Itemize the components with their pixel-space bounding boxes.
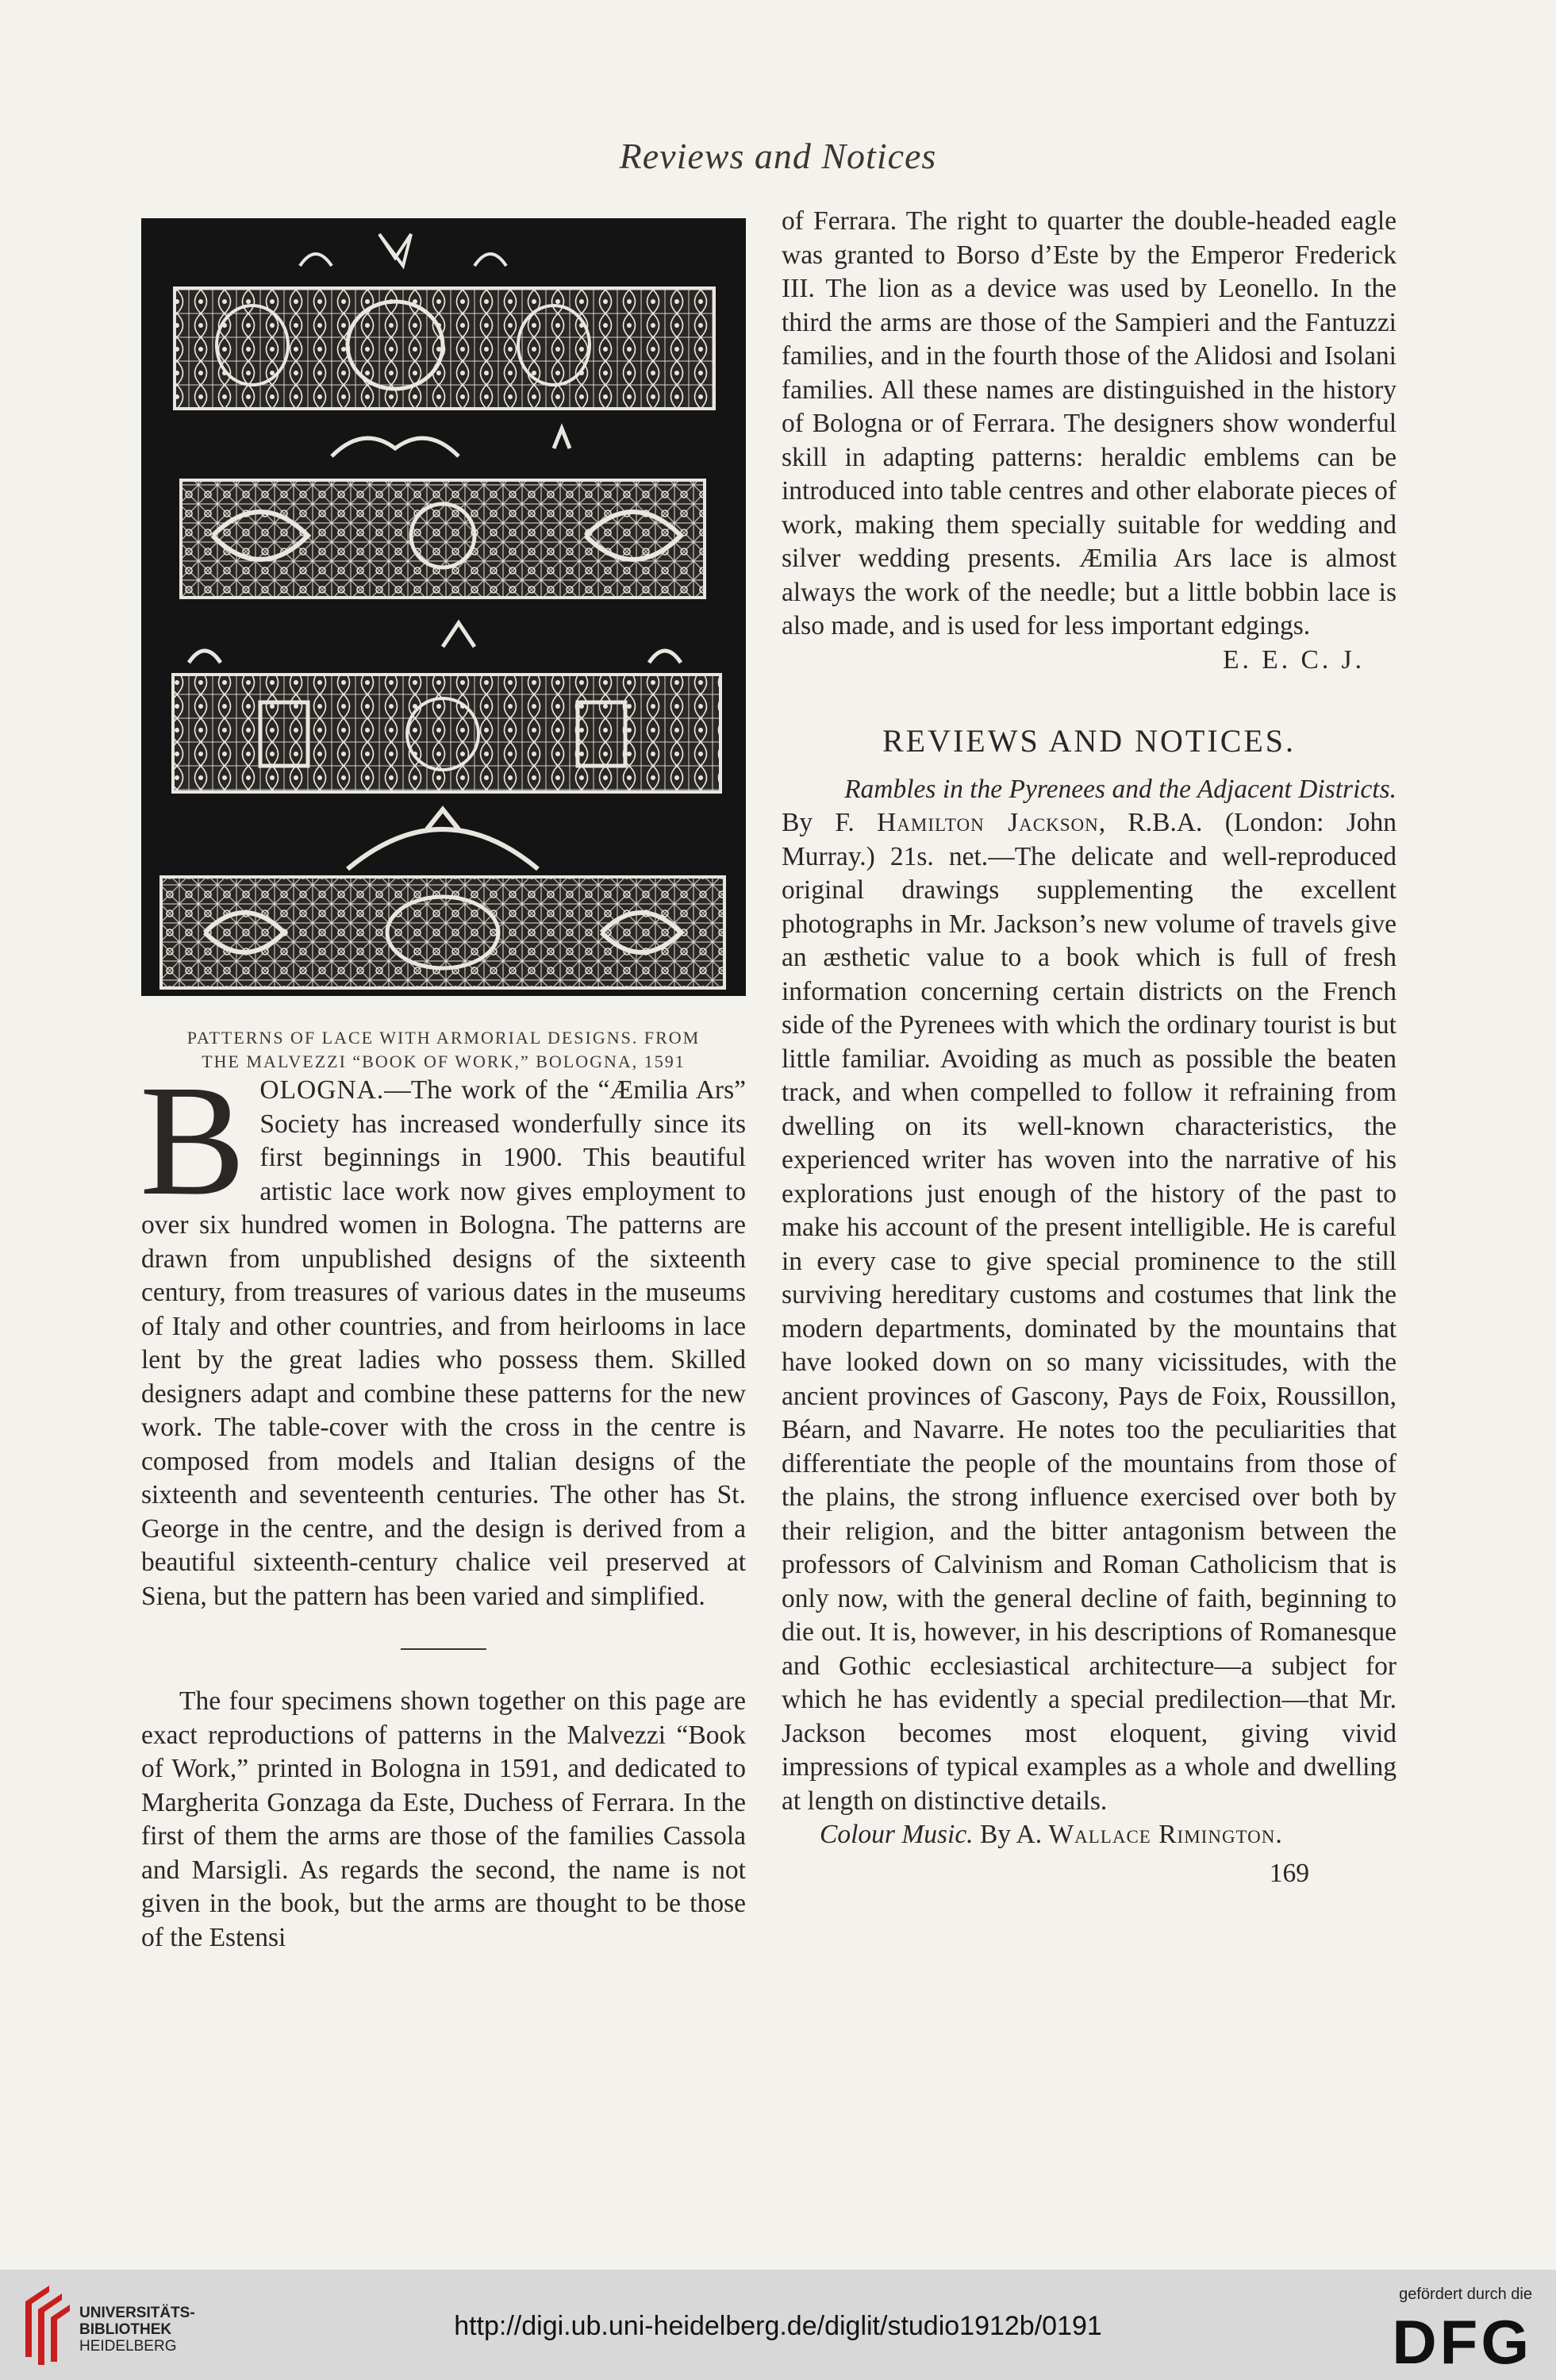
review-title-pyrenees: Rambles in the Pyrenees and the Adjacent Districts. bbox=[844, 774, 1397, 804]
figure-caption bbox=[141, 1026, 746, 1074]
bologna-text: —The work of the “Æmilia Ars” Society has increased wonderfully since its first beginnings in 1900. This beautiful artistic lace work now gives employment to over six hundred women in Bologna. The patterns are drawn from unpublished designs of the sixteenth century, from treasures of various dates in the museums of Italy and other countries, and from heirlooms in lace lent by the great ladies who possess them. Skilled designers adapt and combine these patterns for the new work. The table-cover with the cross in the centre is composed from models and Italian designs of the sixteenth and seventeenth centuries. The other has St. George in the centre, and the design is derived from a beautiful sixteenth-century chalice veil preserved at Siena, but the pattern has been varied and simplified. bbox=[141, 1075, 746, 1611]
review-title-colour-music: Colour Music. bbox=[820, 1820, 974, 1849]
review-colour-music bbox=[782, 1818, 1397, 1852]
review-by: By F. bbox=[782, 808, 855, 837]
lace-band-1 bbox=[175, 234, 714, 409]
review-publisher: , R.B.A. (London: John Murray.) bbox=[782, 808, 1397, 871]
review-author: Hamilton Jackson bbox=[877, 808, 1099, 837]
source-url-link[interactable]: http://digi.ub.uni-heidelberg.de/diglit/studio1912b/0191 bbox=[454, 2311, 1102, 2341]
continued-paragraph: of Ferrara. The right to quarter the double-headed eagle was granted to Borso d’Este by the Emperor Frederick III. The lion as a device was used by Leonello. In the third the arms are those of the Sampieri and the Fantuzzi families, and in the fourth those of the Alidosi and Isolani families. All these names are distinguished in the history of Bologna or of Ferrara. The designers show wonderful skill in adapting patterns: heraldic emblems can be introduced into table centres and other elaborate pieces of work, making them specially suitable for wedding and silver wedding presents. Æmilia Ars lace is almost always the work of the needle; but a little bobbin lace is also made, and is used for less important edgings. bbox=[782, 206, 1397, 640]
specimens-paragraph: The four specimens shown together on this page are exact reproductions of patterns in the Malvezzi “Book of Work,” printed in Bologna in 1591, and dedicated to Margherita Gonzaga da Este, Duchess of Ferrara. In the first of them the arms are those of the families Cassola and Marsigli. As regards the second, the name is not given in the book, but the arms are thought to be those of the Estensi bbox=[141, 1686, 746, 1952]
funded-by-note: gefördert durch die bbox=[1399, 2286, 1532, 2303]
library-line-2: BIBLIOTHEK bbox=[79, 2321, 172, 2338]
left-column bbox=[141, 218, 746, 1955]
first-word: OLOGNA. bbox=[259, 1075, 385, 1105]
library-line-3: HEIDELBERG bbox=[79, 2338, 177, 2355]
digitization-footer bbox=[0, 2270, 1556, 2380]
lace-band-4 bbox=[161, 809, 724, 988]
lace-patterns-image bbox=[141, 218, 746, 996]
right-column bbox=[782, 205, 1397, 1890]
dfg-logo: DFG bbox=[1392, 2307, 1532, 2377]
page-number: 169 bbox=[1269, 1858, 1309, 1888]
caption-line-2: THE MALVEZZI “BOOK OF WORK,” BOLOGNA, 1591 bbox=[202, 1052, 686, 1071]
lace-patterns-figure bbox=[141, 218, 746, 996]
review-body: —The delicate and well-reproduced original drawings supplementing the excellent photographs in Mr. Jackson’s new volume of travels give an æsthetic value to a book which is full of fresh information concerning certain districts on the French side of the Pyrenees with which the ordinary tourist is but little familiar. Avoiding as much as possible the beaten track, and when compelled to follow it refraining from dwelling on its well-known characteristics, the experienced writer has woven into the narrative of his explorations just enough of the history of the past to make his account of the present intelligible. He is careful in every case to give special prominence to the still surviving hereditary customs and costumes that link the modern departments, dominated by the mountains that have looked down on so many vicissitudes, with the ancient provinces of Gascony, Pays de Foix, Roussillon, Béarn, and Navarre. He notes too the peculiarities that differentiate the people of the mountains from those of the plains, the strong influence exercised over both by their religion, and the bitter antagonism between the professors of Calvinism and Roman Catholicism that is only now, with the general decline of faith, beginning to die out. It is, however, in his descriptions of Romanesque and Gothic ecclesiastical architecture—a subject for which he has evidently a special predilection—that Mr. Jackson becomes most eloquent, giving vivid impressions of typical examples as a whole and dwelling at length on distinctive details. bbox=[782, 841, 1397, 1816]
section-heading: REVIEWS AND NOTICES. bbox=[882, 723, 1297, 759]
section-divider bbox=[401, 1648, 486, 1650]
lace-band-3 bbox=[173, 623, 720, 792]
caption-line-1: PATTERNS OF LACE WITH ARMORIAL DESIGNS. FROM bbox=[186, 1028, 701, 1048]
review-price: 21s. net. bbox=[874, 841, 989, 871]
lace-band-2 bbox=[181, 429, 705, 598]
library-line-1: UNIVERSITÄTS- bbox=[79, 2305, 195, 2321]
drop-cap: B bbox=[140, 1053, 246, 1228]
author-initials: E. E. C. J. bbox=[1223, 644, 1365, 675]
review-pyrenees bbox=[782, 806, 1397, 1818]
running-head: Reviews and Notices bbox=[619, 136, 937, 176]
review2-by: By A. bbox=[973, 1820, 1049, 1849]
review2-author: Wallace Rimington. bbox=[1048, 1820, 1283, 1849]
